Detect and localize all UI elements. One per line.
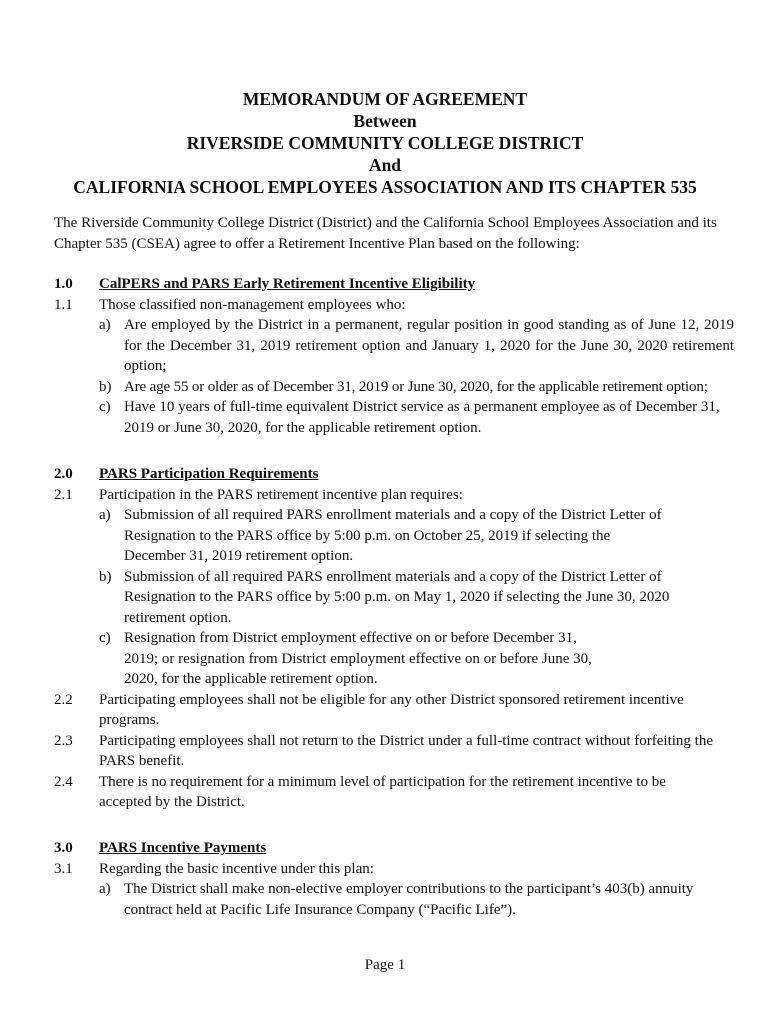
title-line-3: RIVERSIDE COMMUNITY COLLEGE DISTRICT xyxy=(186,133,584,153)
item-text: Are employed by the District in a permanent, regular position in good standing as of June 12, 2019 for the December 31, 2019 retirement option and January 1, 2020 for the June 30, 2020 retirement option; xyxy=(124,317,734,374)
section-number: 1.0 xyxy=(54,276,73,292)
item-text: Submission of all required PARS enrollment materials and a copy of the District Letter of Resignation to the PARS office by 5:00 p.m. on May 1, 2020 if selecting the June 30, 2020 retirement option. xyxy=(124,568,670,626)
list-item xyxy=(99,879,734,920)
section-heading xyxy=(54,838,734,859)
clause xyxy=(54,859,734,880)
list-item xyxy=(99,567,734,629)
title-line-1: MEMORANDUM OF AGREEMENT xyxy=(242,89,528,109)
clause-number: 3.1 xyxy=(54,860,73,877)
clause-number: 2.2 xyxy=(54,691,73,708)
item-text: Submission of all required PARS enrollment materials and a copy of the District Letter of Resignation to the PARS office by 5:00 p.m. on October 25, 2019 if selecting the December 31, 2019 retirement option. xyxy=(124,507,662,564)
clause-number: 1.1 xyxy=(54,296,73,313)
clause-number: 2.1 xyxy=(54,486,73,503)
title-line-2: Between xyxy=(353,111,417,131)
section-heading xyxy=(54,274,734,295)
document-title xyxy=(0,88,770,198)
title-line-4: And xyxy=(368,155,402,175)
clause-text: Participating employees shall not return to the District under a full-time contract without forfeiting the PARS benefit. xyxy=(99,732,713,769)
clause xyxy=(54,772,734,813)
item-label: a) xyxy=(99,317,111,333)
section-number: 2.0 xyxy=(54,466,73,482)
clause xyxy=(54,485,734,506)
item-label: b) xyxy=(99,568,112,585)
section-title: PARS Incentive Payments xyxy=(99,840,267,856)
clause xyxy=(54,731,734,772)
clause xyxy=(54,690,734,731)
list-item xyxy=(99,505,734,567)
section-2 xyxy=(54,464,734,813)
item-label: a) xyxy=(99,881,111,897)
section-heading xyxy=(54,464,734,485)
item-text: Have 10 years of full-time equivalent District service as a permanent employee as of December 31, 2019 or June 30, 2020, for the applicable retirement option. xyxy=(124,399,720,436)
title-line-5: CALIFORNIA SCHOOL EMPLOYEES ASSOCIATION AND ITS CHAPTER 535 xyxy=(73,177,697,197)
section-title: CalPERS and PARS Early Retirement Incentive Eligibility xyxy=(99,276,476,292)
clause-text: Participation in the PARS retirement incentive plan requires: xyxy=(99,486,463,503)
list-item xyxy=(99,628,734,690)
page-number: Page 1 xyxy=(364,957,406,973)
section-3 xyxy=(54,838,734,920)
item-text: Are age 55 or older as of December 31, 2019 or June 30, 2020, for the applicable retirement option; xyxy=(124,378,708,395)
clause-text: There is no requirement for a minimum level of participation for the retirement incentive to be accepted by the District. xyxy=(99,773,666,810)
item-text: The District shall make non-elective employer contributions to the participant’s 403(b) annuity contract held at Pacific Life Insurance Company (“Pacific Life”). xyxy=(124,881,694,918)
section-1 xyxy=(54,274,734,438)
clause-text: Regarding the basic incentive under this plan: xyxy=(99,860,374,877)
list-item xyxy=(99,397,734,438)
clause-number: 2.4 xyxy=(54,773,73,790)
item-text: Resignation from District employment effective on or before December 31, 2019; or resignation from District employment effective on or before June 30, 2020, for the applicable retirement option. xyxy=(124,630,592,687)
section-number: 3.0 xyxy=(54,840,73,856)
list-item xyxy=(99,315,734,377)
intro-paragraph: The Riverside Community College District (District) and the California School Employees Association and its Chapter 535 (CSEA) agree to offer a Retirement Incentive Plan based on the following: xyxy=(54,215,717,252)
item-label: b) xyxy=(99,378,112,395)
item-label: a) xyxy=(99,507,111,523)
clause-text: Those classified non-management employees who: xyxy=(99,296,406,313)
clause-number: 2.3 xyxy=(54,732,73,749)
item-label: c) xyxy=(99,399,111,415)
item-label: c) xyxy=(99,630,111,646)
clause-text: Participating employees shall not be eligible for any other District sponsored retirement incentive programs. xyxy=(99,691,684,728)
section-title: PARS Participation Requirements xyxy=(99,466,319,482)
clause xyxy=(54,295,734,316)
list-item xyxy=(99,377,734,398)
